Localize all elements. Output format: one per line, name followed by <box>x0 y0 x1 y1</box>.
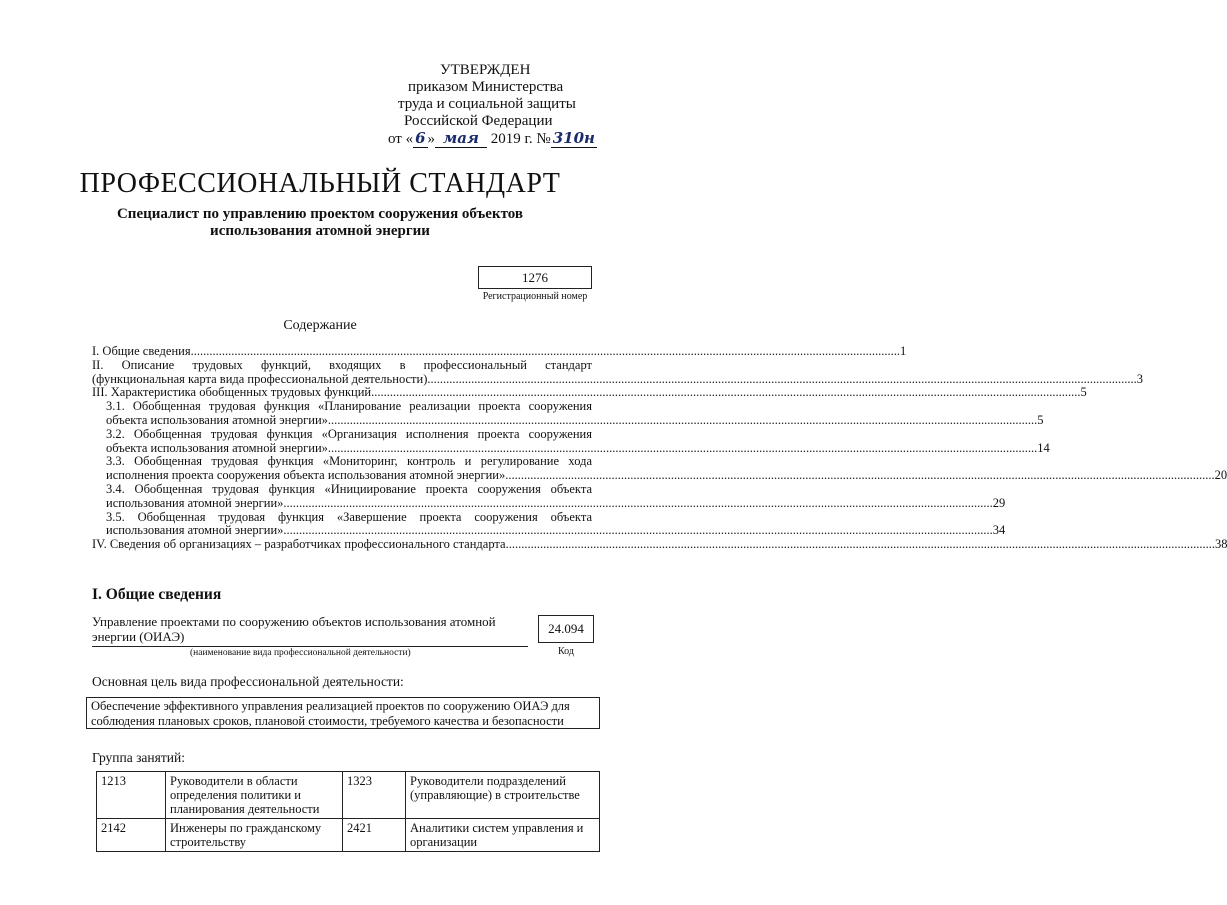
toc-entry[interactable]: I. Общие сведения ..... 1 <box>92 345 592 359</box>
toc-entry[interactable]: IV. Сведения об организациях – разработчиках профессионального стандарта ..... 38 <box>92 538 592 552</box>
handwritten-month: мая <box>435 129 487 148</box>
toc-entry[interactable]: 3.5. Обобщенная трудовая функция «Завершение проекта сооружения объекта использования атомной энергии» ..... 34 <box>92 511 592 539</box>
table-of-contents <box>92 344 1227 552</box>
toc-entry[interactable]: III. Характеристика обобщенных трудовых функций ..... 5 <box>92 386 592 400</box>
group-label: Группа занятий: <box>92 750 185 765</box>
toc-page: 34 <box>992 523 1006 538</box>
toc-page: 14 <box>1037 440 1050 455</box>
approval-line: Российской Федерации <box>404 113 553 129</box>
occupation-name: Руководители подразделений (управляющие) в строительстве <box>406 772 600 819</box>
table-row <box>97 772 600 819</box>
approval-block <box>388 62 598 148</box>
occupation-name: Инженеры по гражданскому строительству <box>166 819 343 852</box>
activity-kind-caption: (наименование вида профессиональной деятельности) <box>190 648 411 658</box>
toc-page: 1 <box>899 344 907 358</box>
occupation-code: 2142 <box>97 819 166 852</box>
divider <box>478 288 592 289</box>
section-heading: I. Общие сведения <box>92 586 222 603</box>
goal-label: Основная цель вида профессиональной деятельности: <box>92 674 404 689</box>
contents-heading: Содержание <box>283 318 357 333</box>
document-title: ПРОФЕССИОНАЛЬНЫЙ СТАНДАРТ <box>79 168 561 199</box>
divider <box>92 646 528 647</box>
approval-line: труда и социальной защиты <box>398 96 576 112</box>
registration-caption: Регистрационный номер <box>482 291 588 302</box>
toc-page: 5 <box>1080 385 1087 400</box>
approval-title: УТВЕРЖДЕН <box>440 62 531 78</box>
toc-entry[interactable]: 3.1. Обобщенная трудовая функция «Планирование реализации проекта сооружения объекта использования атомной энергии» ..... 5 <box>92 400 592 428</box>
toc-entry[interactable]: 3.4. Обобщенная трудовая функция «Инициирование проекта сооружения объекта использования атомной энергии» ..... 29 <box>92 483 592 511</box>
toc-page: 29 <box>992 495 1006 510</box>
table-row <box>97 819 600 852</box>
occupation-code: 1213 <box>97 772 166 819</box>
handwritten-day: 6 <box>415 129 426 147</box>
code-caption: Код <box>558 646 574 657</box>
toc-entry[interactable]: 3.3. Обобщенная трудовая функция «Мониторинг, контроль и регулирование хода исполнения проекта сооружения объекта использования атомной энергии» ..... 20 <box>92 455 592 483</box>
toc-page: 20 <box>1214 468 1227 483</box>
toc-page: 5 <box>1037 412 1044 427</box>
handwritten-number: 310н <box>552 129 595 147</box>
goal-text: Обеспечение эффективного управления реализацией проектов по сооружению ОИАЭ для соблюдения плановых сроков, плановой стоимости, требуемого качества и безопасности <box>86 697 600 729</box>
occupation-name: Аналитики систем управления и организации <box>406 819 600 852</box>
occupation-group-table <box>96 771 600 852</box>
code-value: 24.094 <box>538 615 594 643</box>
document-subtitle: Специалист по управлению проектом сооружения объектов использования атомной энергии <box>116 206 524 239</box>
occupation-name: Руководители в области определения политики и планирования деятельности <box>166 772 343 819</box>
occupation-code: 2421 <box>343 819 406 852</box>
approval-line: приказом Министерства <box>408 79 564 95</box>
toc-page: 38 <box>1214 537 1227 552</box>
activity-kind: Управление проектами по сооружению объектов использования атомной энергии (ОИАЭ) <box>92 614 496 644</box>
toc-entry[interactable]: II. Описание трудовых функций, входящих в профессиональный стандарт (функциональная карта вида профессиональной деятельности) ..... 3 <box>92 359 592 387</box>
occupation-code: 1323 <box>343 772 406 819</box>
toc-entry[interactable]: 3.2. Обобщенная трудовая функция «Организация исполнения проекта сооружения объекта использования атомной энергии» ..... 14 <box>92 428 592 456</box>
toc-page: 3 <box>1136 371 1143 386</box>
approval-date: от « 6 » мая 2019 г. № 310н <box>388 129 595 147</box>
registration-number: 1276 <box>478 266 592 289</box>
